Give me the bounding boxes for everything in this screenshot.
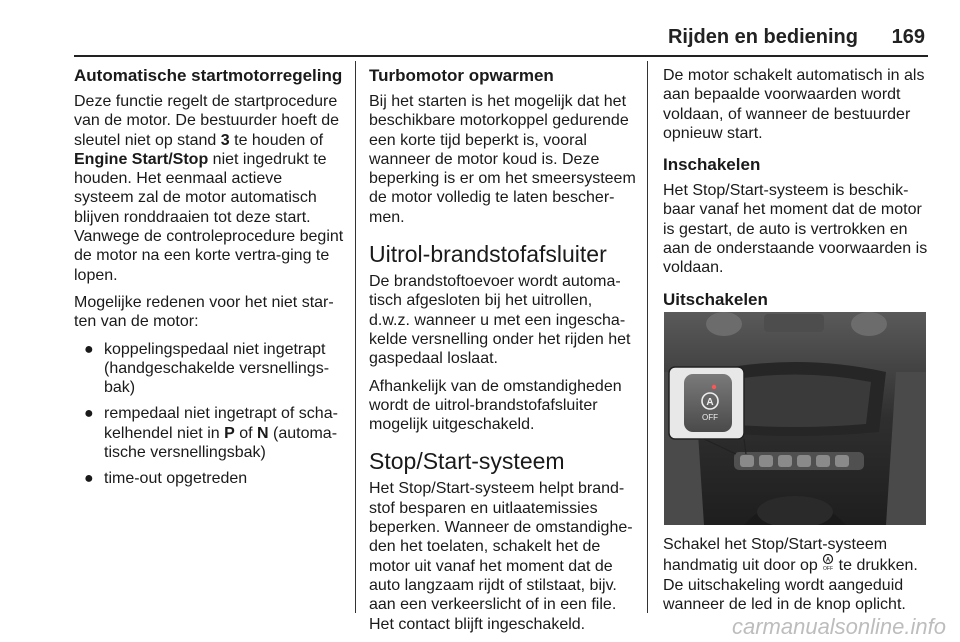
section-title: Rijden en bediening	[667, 26, 858, 48]
paragraph: Het Stop/Start-systeem is beschik-baar vanaf het moment dat de motor is gestart, de auto is vertrokken en aan de onderstaande voorwaarden is voldaan.	[663, 182, 928, 277]
off-icon-label: OFF	[823, 566, 834, 573]
svg-text:A: A	[706, 397, 714, 408]
text: time-out opgetreden	[104, 470, 248, 488]
heading-uitrol-brandstofafsluiter: Uitrol-brandstofafsluiter	[369, 241, 607, 268]
bullet-icon: ●	[84, 470, 94, 488]
paragraph: Het Stop/Start-systeem helpt brand-stof besparen en uitlaatemissies beperken. Wanneer de omstandighe-den het toelaten, schakelt het de motor uit vanaf het moment dat de auto langzaam rijdt of stilstaat, bijv. aan een verkeerslicht of in een file. Het contact blijft ingeschakeld.	[369, 480, 633, 633]
stop-start-off-icon	[822, 554, 834, 572]
off-label: OFF	[702, 413, 718, 422]
column-1	[74, 66, 346, 496]
paragraph	[663, 535, 931, 614]
text: rempedaal niet ingetrapt of scha-kelhendel niet in	[104, 405, 338, 442]
console-photo	[664, 312, 926, 525]
heading-turbomotor-opwarmen: Turbomotor opwarmen	[369, 66, 554, 85]
gear-position: N	[257, 424, 269, 442]
column-2	[369, 66, 637, 642]
watermark: carmanualsonline.info	[731, 614, 946, 639]
list-item	[74, 340, 346, 398]
list-item	[74, 469, 346, 488]
text: te drukken. De uitschakeling wordt aangeduid wanneer de led in de knop oplicht.	[663, 557, 918, 613]
text: Schakel het Stop/Start-systeem handmatig uit door op	[663, 536, 888, 575]
column-divider	[647, 61, 648, 613]
reasons-list	[74, 340, 346, 489]
heading-uitschakelen: Uitschakelen	[663, 289, 768, 309]
page-number: 169	[891, 26, 925, 48]
column-3	[663, 66, 931, 316]
text: koppelingspedaal niet ingetrapt (handgeschakelde versnellings-bak)	[104, 340, 330, 397]
console-illustration	[664, 312, 926, 525]
text: te houden of	[229, 131, 324, 149]
svg-text:A: A	[826, 557, 831, 564]
page-header	[74, 26, 928, 56]
bullet-icon: ●	[84, 340, 94, 358]
heading-inschakelen: Inschakelen	[663, 155, 761, 175]
heading-automatische-startmotorregeling: Automatische startmotorregeling	[74, 66, 343, 85]
list-item	[74, 404, 346, 462]
header-rule	[74, 55, 928, 57]
text: (automa-tische versnellingsbak)	[104, 424, 338, 462]
key-position: 3	[220, 131, 230, 149]
heading-stop-start-systeem: Stop/Start-systeem	[369, 448, 565, 475]
text: of	[234, 424, 257, 442]
paragraph	[74, 92, 346, 285]
column-divider	[355, 61, 356, 613]
text: Deze functie regelt de startprocedure van de motor. De bestuurder hoeft de sleutel niet op stand	[74, 93, 340, 149]
paragraph: De motor schakelt automatisch in als aan bepaalde voorwaarden wordt voldaan, of wanneer de bestuurder opnieuw start.	[663, 67, 925, 142]
paragraph: Bij het starten is het mogelijk dat het beschikbare motorkoppel gedurende een korte tijd beperkt is, vooral wanneer de motor koud is. Deze beperking is er om het smeersysteem de motor volledig te laten bescher-men.	[369, 93, 636, 226]
paragraph: Mogelijke redenen voor het niet star-ten van de motor:	[74, 293, 334, 331]
text: niet ingedrukt te houden. Het eenmaal actieve systeem zal de motor automatisch blijven ronddraaien tot deze start. Vanwege de controleprocedure begint de motor na een korte vertra-ging te lopen.	[74, 150, 344, 284]
bullet-icon: ●	[84, 405, 94, 423]
paragraph: Afhankelijk van de omstandigheden wordt de uitrol-brandstofafsluiter mogelijk uitgeschakeld.	[369, 377, 622, 434]
column-3-bottom	[663, 535, 931, 622]
paragraph: De brandstoftoevoer wordt automa-tisch afgesloten bij het uitrollen, d.w.z. wanneer u met een ingescha-kelde versnelling onder het rijden het gaspedaal loslaat.	[369, 273, 631, 368]
button-name: Engine Start/Stop	[74, 150, 209, 168]
gear-position: P	[224, 424, 235, 442]
